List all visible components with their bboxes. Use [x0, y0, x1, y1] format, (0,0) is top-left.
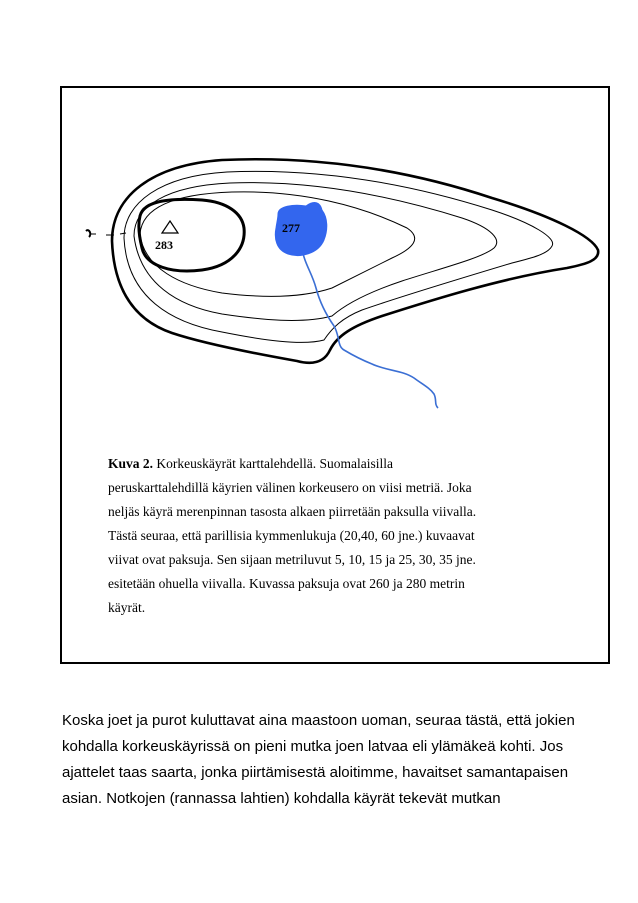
body-paragraph: [62, 708, 602, 812]
caption-line: Korkeuskäyrät karttalehdellä. Suomalaisilla: [153, 456, 393, 471]
body-line: Koska joet ja purot kuluttavat aina maastoon uoman, seuraa tästä, että jokien: [62, 712, 575, 729]
peak-elevation-label: 283: [155, 238, 173, 252]
contour-line-left-tick: [86, 230, 90, 237]
contour-line-260: [112, 159, 598, 363]
caption-line: käyrät.: [108, 600, 146, 615]
caption-label: Kuva 2.: [108, 456, 154, 471]
caption-line: viivat ovat paksuja. Sen sijaan metriluvut 5, 10, 15 ja 25, 30, 35 jne.: [108, 552, 476, 567]
contour-line-left-edge: [90, 233, 126, 235]
figure-caption: [108, 452, 578, 620]
triangulation-point-icon: [162, 221, 178, 233]
body-line: ajattelet taas saarta, jonka piirtämisestä aloitimme, havaitset samantapaisen: [62, 764, 569, 781]
caption-line: peruskarttalehdillä käyrien välinen korkeusero on viisi metriä. Joka: [108, 480, 472, 495]
caption-line: esitetään ohuella viivalla. Kuvassa paksuja ovat 260 ja 280 metrin: [108, 576, 465, 591]
figure-frame: [60, 86, 610, 664]
lake-elevation-label: 277: [282, 221, 300, 235]
body-line: kohdalla korkeuskäyrissä on pieni mutka joen latvaa eli ylämäkeä kohti. Jos: [62, 738, 564, 755]
stream: [302, 248, 438, 408]
caption-line: Tästä seuraa, että parillisia kymmenlukuja (20,40, 60 jne.) kuvaavat: [108, 528, 475, 543]
caption-line: neljäs käyrä merenpinnan tasosta alkaen piirretään paksulla viivalla.: [108, 504, 477, 519]
body-line: asian. Notkojen (rannassa lahtien) kohdalla käyrät tekevät mutkan: [62, 790, 501, 807]
